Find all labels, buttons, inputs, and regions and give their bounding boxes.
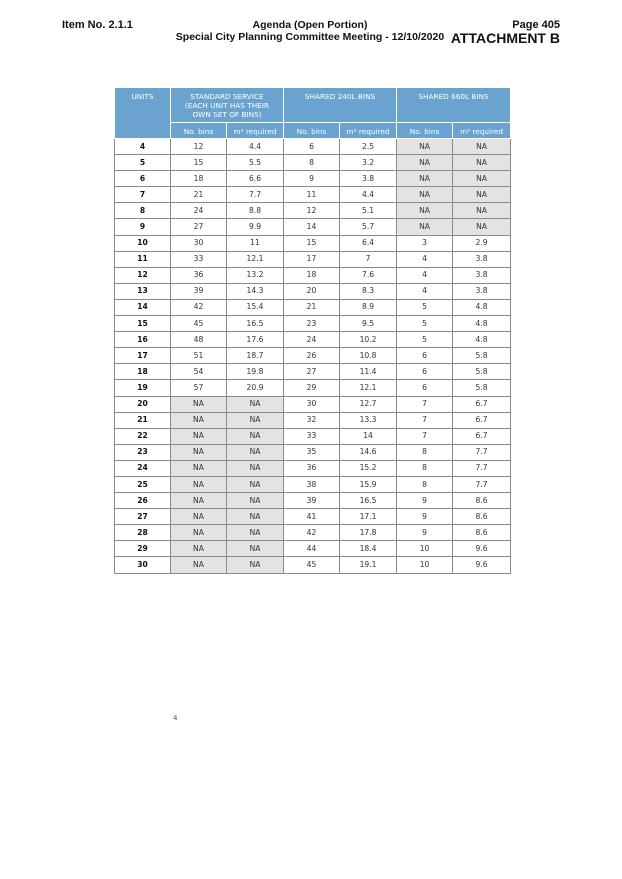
- table-cell: 4: [397, 251, 453, 267]
- table-cell: 5.8: [453, 364, 511, 380]
- table-cell: NA: [227, 428, 284, 444]
- table-cell: 3.8: [453, 283, 511, 299]
- table-row: [115, 171, 511, 187]
- units-cell: 30: [115, 557, 171, 573]
- table-cell: 23: [284, 316, 340, 332]
- table-cell: NA: [397, 155, 453, 171]
- table-cell: 11.4: [340, 364, 397, 380]
- units-cell: 8: [115, 203, 171, 219]
- table-cell: 7.6: [340, 267, 397, 283]
- table-cell: 7.7: [453, 460, 511, 476]
- footer-page-number: 4: [173, 714, 178, 722]
- table-cell: 10.8: [340, 348, 397, 364]
- table-cell: NA: [227, 557, 284, 573]
- table-row: [115, 460, 511, 476]
- table-cell: 3.2: [340, 155, 397, 171]
- table-cell: 9: [397, 509, 453, 525]
- table-cell: 6: [397, 380, 453, 396]
- table-cell: 19.8: [227, 364, 284, 380]
- units-cell: 14: [115, 299, 171, 315]
- table-row: [115, 364, 511, 380]
- table-cell: NA: [453, 203, 511, 219]
- units-cell: 20: [115, 396, 171, 412]
- table-cell: 8.6: [453, 525, 511, 541]
- table-cell: 48: [171, 332, 227, 348]
- table-cell: 35: [284, 444, 340, 460]
- table-cell: NA: [171, 525, 227, 541]
- table-cell: 4.4: [227, 139, 284, 155]
- table-cell: 8.3: [340, 283, 397, 299]
- table-cell: NA: [453, 219, 511, 235]
- units-header: UNITS: [115, 88, 171, 139]
- units-cell: 10: [115, 235, 171, 251]
- table-cell: 30: [284, 396, 340, 412]
- table-cell: 8: [397, 460, 453, 476]
- table-cell: NA: [171, 476, 227, 492]
- table-cell: 57: [171, 380, 227, 396]
- table-cell: 6: [397, 348, 453, 364]
- table-cell: NA: [171, 509, 227, 525]
- table-cell: 36: [284, 460, 340, 476]
- table-cell: 9: [284, 171, 340, 187]
- page-header: [0, 0, 622, 50]
- table-cell: 7: [340, 251, 397, 267]
- table-cell: NA: [453, 139, 511, 155]
- table-cell: NA: [397, 171, 453, 187]
- table-cell: 32: [284, 412, 340, 428]
- table-cell: NA: [227, 509, 284, 525]
- table-cell: 42: [284, 525, 340, 541]
- units-cell: 6: [115, 171, 171, 187]
- table-cell: 9: [397, 525, 453, 541]
- table-row: [115, 316, 511, 332]
- table-row: [115, 525, 511, 541]
- table-cell: 10: [397, 557, 453, 573]
- table-cell: 9.6: [453, 557, 511, 573]
- table-cell: 7.7: [453, 444, 511, 460]
- table-cell: NA: [227, 493, 284, 509]
- table-cell: 12: [284, 203, 340, 219]
- units-cell: 27: [115, 509, 171, 525]
- table-cell: 17.8: [340, 525, 397, 541]
- subheader-standard-bins: No. bins: [171, 123, 227, 139]
- table-cell: NA: [227, 476, 284, 492]
- table-cell: 19.1: [340, 557, 397, 573]
- table-cell: NA: [453, 155, 511, 171]
- table-row: [115, 412, 511, 428]
- table-cell: 6.4: [340, 235, 397, 251]
- table-cell: 27: [171, 219, 227, 235]
- units-cell: 9: [115, 219, 171, 235]
- table-cell: 18: [171, 171, 227, 187]
- table-cell: 14.6: [340, 444, 397, 460]
- table-row: [115, 396, 511, 412]
- table-cell: 8: [284, 155, 340, 171]
- table-body: [115, 139, 511, 574]
- table-cell: 17: [284, 251, 340, 267]
- table-cell: 39: [284, 493, 340, 509]
- table-cell: 9.6: [453, 541, 511, 557]
- table-row: [115, 493, 511, 509]
- table-cell: 4.8: [453, 332, 511, 348]
- table-cell: 30: [171, 235, 227, 251]
- standard-service-header: [171, 88, 284, 123]
- table-row: [115, 267, 511, 283]
- table-row: [115, 428, 511, 444]
- table-cell: 15: [171, 155, 227, 171]
- table-cell: 9: [397, 493, 453, 509]
- subheader-660-bins: No. bins: [397, 123, 453, 139]
- table-cell: 17.1: [340, 509, 397, 525]
- table-cell: 5.5: [227, 155, 284, 171]
- agenda-title: [160, 19, 460, 43]
- table-row: [115, 283, 511, 299]
- table-cell: 8.6: [453, 509, 511, 525]
- units-cell: 23: [115, 444, 171, 460]
- table-cell: 9.9: [227, 219, 284, 235]
- table-cell: 7: [397, 396, 453, 412]
- table-cell: NA: [453, 171, 511, 187]
- table-cell: 5: [397, 332, 453, 348]
- table-cell: 20: [284, 283, 340, 299]
- table-cell: NA: [171, 428, 227, 444]
- table-cell: 15.9: [340, 476, 397, 492]
- table-cell: 45: [171, 316, 227, 332]
- units-cell: 22: [115, 428, 171, 444]
- table-cell: 51: [171, 348, 227, 364]
- attachment-label: ATTACHMENT B: [450, 30, 560, 46]
- table-cell: NA: [171, 444, 227, 460]
- table-row: [115, 509, 511, 525]
- table-row: [115, 444, 511, 460]
- shared-240l-header: SHARED 240L BINS: [284, 88, 397, 123]
- table-cell: 5.8: [453, 348, 511, 364]
- units-cell: 17: [115, 348, 171, 364]
- table-cell: 11: [284, 187, 340, 203]
- table-cell: 26: [284, 348, 340, 364]
- table-cell: 38: [284, 476, 340, 492]
- table-cell: 24: [171, 203, 227, 219]
- table-cell: 7: [397, 412, 453, 428]
- table-cell: 10: [397, 541, 453, 557]
- table-cell: NA: [397, 203, 453, 219]
- table-cell: 6: [397, 364, 453, 380]
- table-cell: 7.7: [453, 476, 511, 492]
- table-cell: 13.2: [227, 267, 284, 283]
- units-cell: 29: [115, 541, 171, 557]
- table-cell: 29: [284, 380, 340, 396]
- table-cell: 3: [397, 235, 453, 251]
- table-row: [115, 380, 511, 396]
- table-cell: NA: [171, 557, 227, 573]
- table-cell: 4.8: [453, 299, 511, 315]
- table-cell: 5.1: [340, 203, 397, 219]
- table-cell: NA: [171, 396, 227, 412]
- table-cell: 12.1: [340, 380, 397, 396]
- table-cell: 54: [171, 364, 227, 380]
- table-cell: 4.8: [453, 316, 511, 332]
- subheader-240-area: m² required: [340, 123, 397, 139]
- table-cell: 33: [171, 251, 227, 267]
- table-cell: NA: [227, 460, 284, 476]
- table-cell: NA: [397, 219, 453, 235]
- units-cell: 15: [115, 316, 171, 332]
- table-cell: 21: [171, 187, 227, 203]
- standard-service-header-label: STANDARD SERVICE (EACH UNIT HAS THEIR OWN SET OF BINS): [184, 92, 270, 119]
- table-cell: 6.7: [453, 412, 511, 428]
- table-cell: NA: [227, 525, 284, 541]
- table-cell: 15.2: [340, 460, 397, 476]
- table-row: [115, 155, 511, 171]
- table-cell: 8.9: [340, 299, 397, 315]
- table-cell: 39: [171, 283, 227, 299]
- table-row: [115, 476, 511, 492]
- page-number-label: Page 405: [512, 19, 560, 31]
- table-cell: 36: [171, 267, 227, 283]
- subheader-standard-area: m² required: [227, 123, 284, 139]
- table-cell: NA: [227, 396, 284, 412]
- table-cell: NA: [171, 541, 227, 557]
- table-cell: 12: [171, 139, 227, 155]
- units-cell: 12: [115, 267, 171, 283]
- table-cell: 2.9: [453, 235, 511, 251]
- units-cell: 25: [115, 476, 171, 492]
- table-cell: 11: [227, 235, 284, 251]
- table-cell: 6.7: [453, 428, 511, 444]
- table-cell: 3.8: [453, 251, 511, 267]
- table-row: [115, 219, 511, 235]
- page-info: [451, 19, 560, 46]
- units-cell: 26: [115, 493, 171, 509]
- table-cell: 5: [397, 316, 453, 332]
- table-row: [115, 235, 511, 251]
- table-cell: 5: [397, 299, 453, 315]
- units-cell: 4: [115, 139, 171, 155]
- table-cell: 27: [284, 364, 340, 380]
- table-row: [115, 203, 511, 219]
- units-cell: 7: [115, 187, 171, 203]
- table-cell: NA: [171, 493, 227, 509]
- table-cell: 24: [284, 332, 340, 348]
- table-cell: NA: [227, 412, 284, 428]
- table-cell: 8: [397, 444, 453, 460]
- table-cell: 6: [284, 139, 340, 155]
- table-cell: 12.1: [227, 251, 284, 267]
- table-cell: NA: [171, 412, 227, 428]
- units-cell: 28: [115, 525, 171, 541]
- table-cell: 17.6: [227, 332, 284, 348]
- table-cell: 7.7: [227, 187, 284, 203]
- table-cell: NA: [397, 139, 453, 155]
- table-row: [115, 557, 511, 573]
- table-cell: NA: [453, 187, 511, 203]
- table-row: [115, 187, 511, 203]
- units-cell: 24: [115, 460, 171, 476]
- table-cell: 9.5: [340, 316, 397, 332]
- table-cell: 4: [397, 283, 453, 299]
- units-cell: 21: [115, 412, 171, 428]
- units-cell: 13: [115, 283, 171, 299]
- table-row: [115, 541, 511, 557]
- table-cell: 20.9: [227, 380, 284, 396]
- table-cell: 15: [284, 235, 340, 251]
- table-cell: 14.3: [227, 283, 284, 299]
- table-row: [115, 139, 511, 155]
- bin-requirements-table: [114, 87, 511, 574]
- table-cell: 15.4: [227, 299, 284, 315]
- table-cell: NA: [227, 541, 284, 557]
- item-number: Item No. 2.1.1: [62, 19, 133, 31]
- table-cell: 5.7: [340, 219, 397, 235]
- table-cell: NA: [397, 187, 453, 203]
- table-cell: 3.8: [340, 171, 397, 187]
- agenda-label: Agenda (Open Portion): [252, 19, 368, 31]
- table-cell: 4.4: [340, 187, 397, 203]
- table-cell: 6.7: [453, 396, 511, 412]
- subheader-240-bins: No. bins: [284, 123, 340, 139]
- table-cell: 45: [284, 557, 340, 573]
- table-row: [115, 251, 511, 267]
- units-cell: 16: [115, 332, 171, 348]
- units-cell: 18: [115, 364, 171, 380]
- table-cell: 18.7: [227, 348, 284, 364]
- table-cell: 16.5: [227, 316, 284, 332]
- table-cell: NA: [171, 460, 227, 476]
- table-cell: NA: [227, 444, 284, 460]
- table-cell: 12.7: [340, 396, 397, 412]
- table-cell: 14: [284, 219, 340, 235]
- table-row: [115, 348, 511, 364]
- table-cell: 41: [284, 509, 340, 525]
- table-cell: 21: [284, 299, 340, 315]
- table-cell: 10.2: [340, 332, 397, 348]
- table-cell: 8.8: [227, 203, 284, 219]
- table-cell: 16.5: [340, 493, 397, 509]
- table-cell: 5.8: [453, 380, 511, 396]
- table-cell: 18.4: [340, 541, 397, 557]
- table-cell: 2.5: [340, 139, 397, 155]
- table-cell: 42: [171, 299, 227, 315]
- table-cell: 7: [397, 428, 453, 444]
- meeting-label: Special City Planning Committee Meeting - 12/10/2020: [175, 31, 445, 43]
- table-cell: 4: [397, 267, 453, 283]
- table-cell: 13.3: [340, 412, 397, 428]
- table-cell: 8.6: [453, 493, 511, 509]
- table-cell: 8: [397, 476, 453, 492]
- shared-660l-header: SHARED 660L BINS: [397, 88, 511, 123]
- table-cell: 14: [340, 428, 397, 444]
- subheader-660-area: m² required: [453, 123, 511, 139]
- table-row: [115, 299, 511, 315]
- table-cell: 18: [284, 267, 340, 283]
- units-cell: 19: [115, 380, 171, 396]
- units-cell: 5: [115, 155, 171, 171]
- table-cell: 44: [284, 541, 340, 557]
- table-cell: 33: [284, 428, 340, 444]
- units-cell: 11: [115, 251, 171, 267]
- table-cell: 3.8: [453, 267, 511, 283]
- table-row: [115, 332, 511, 348]
- table-cell: 6.6: [227, 171, 284, 187]
